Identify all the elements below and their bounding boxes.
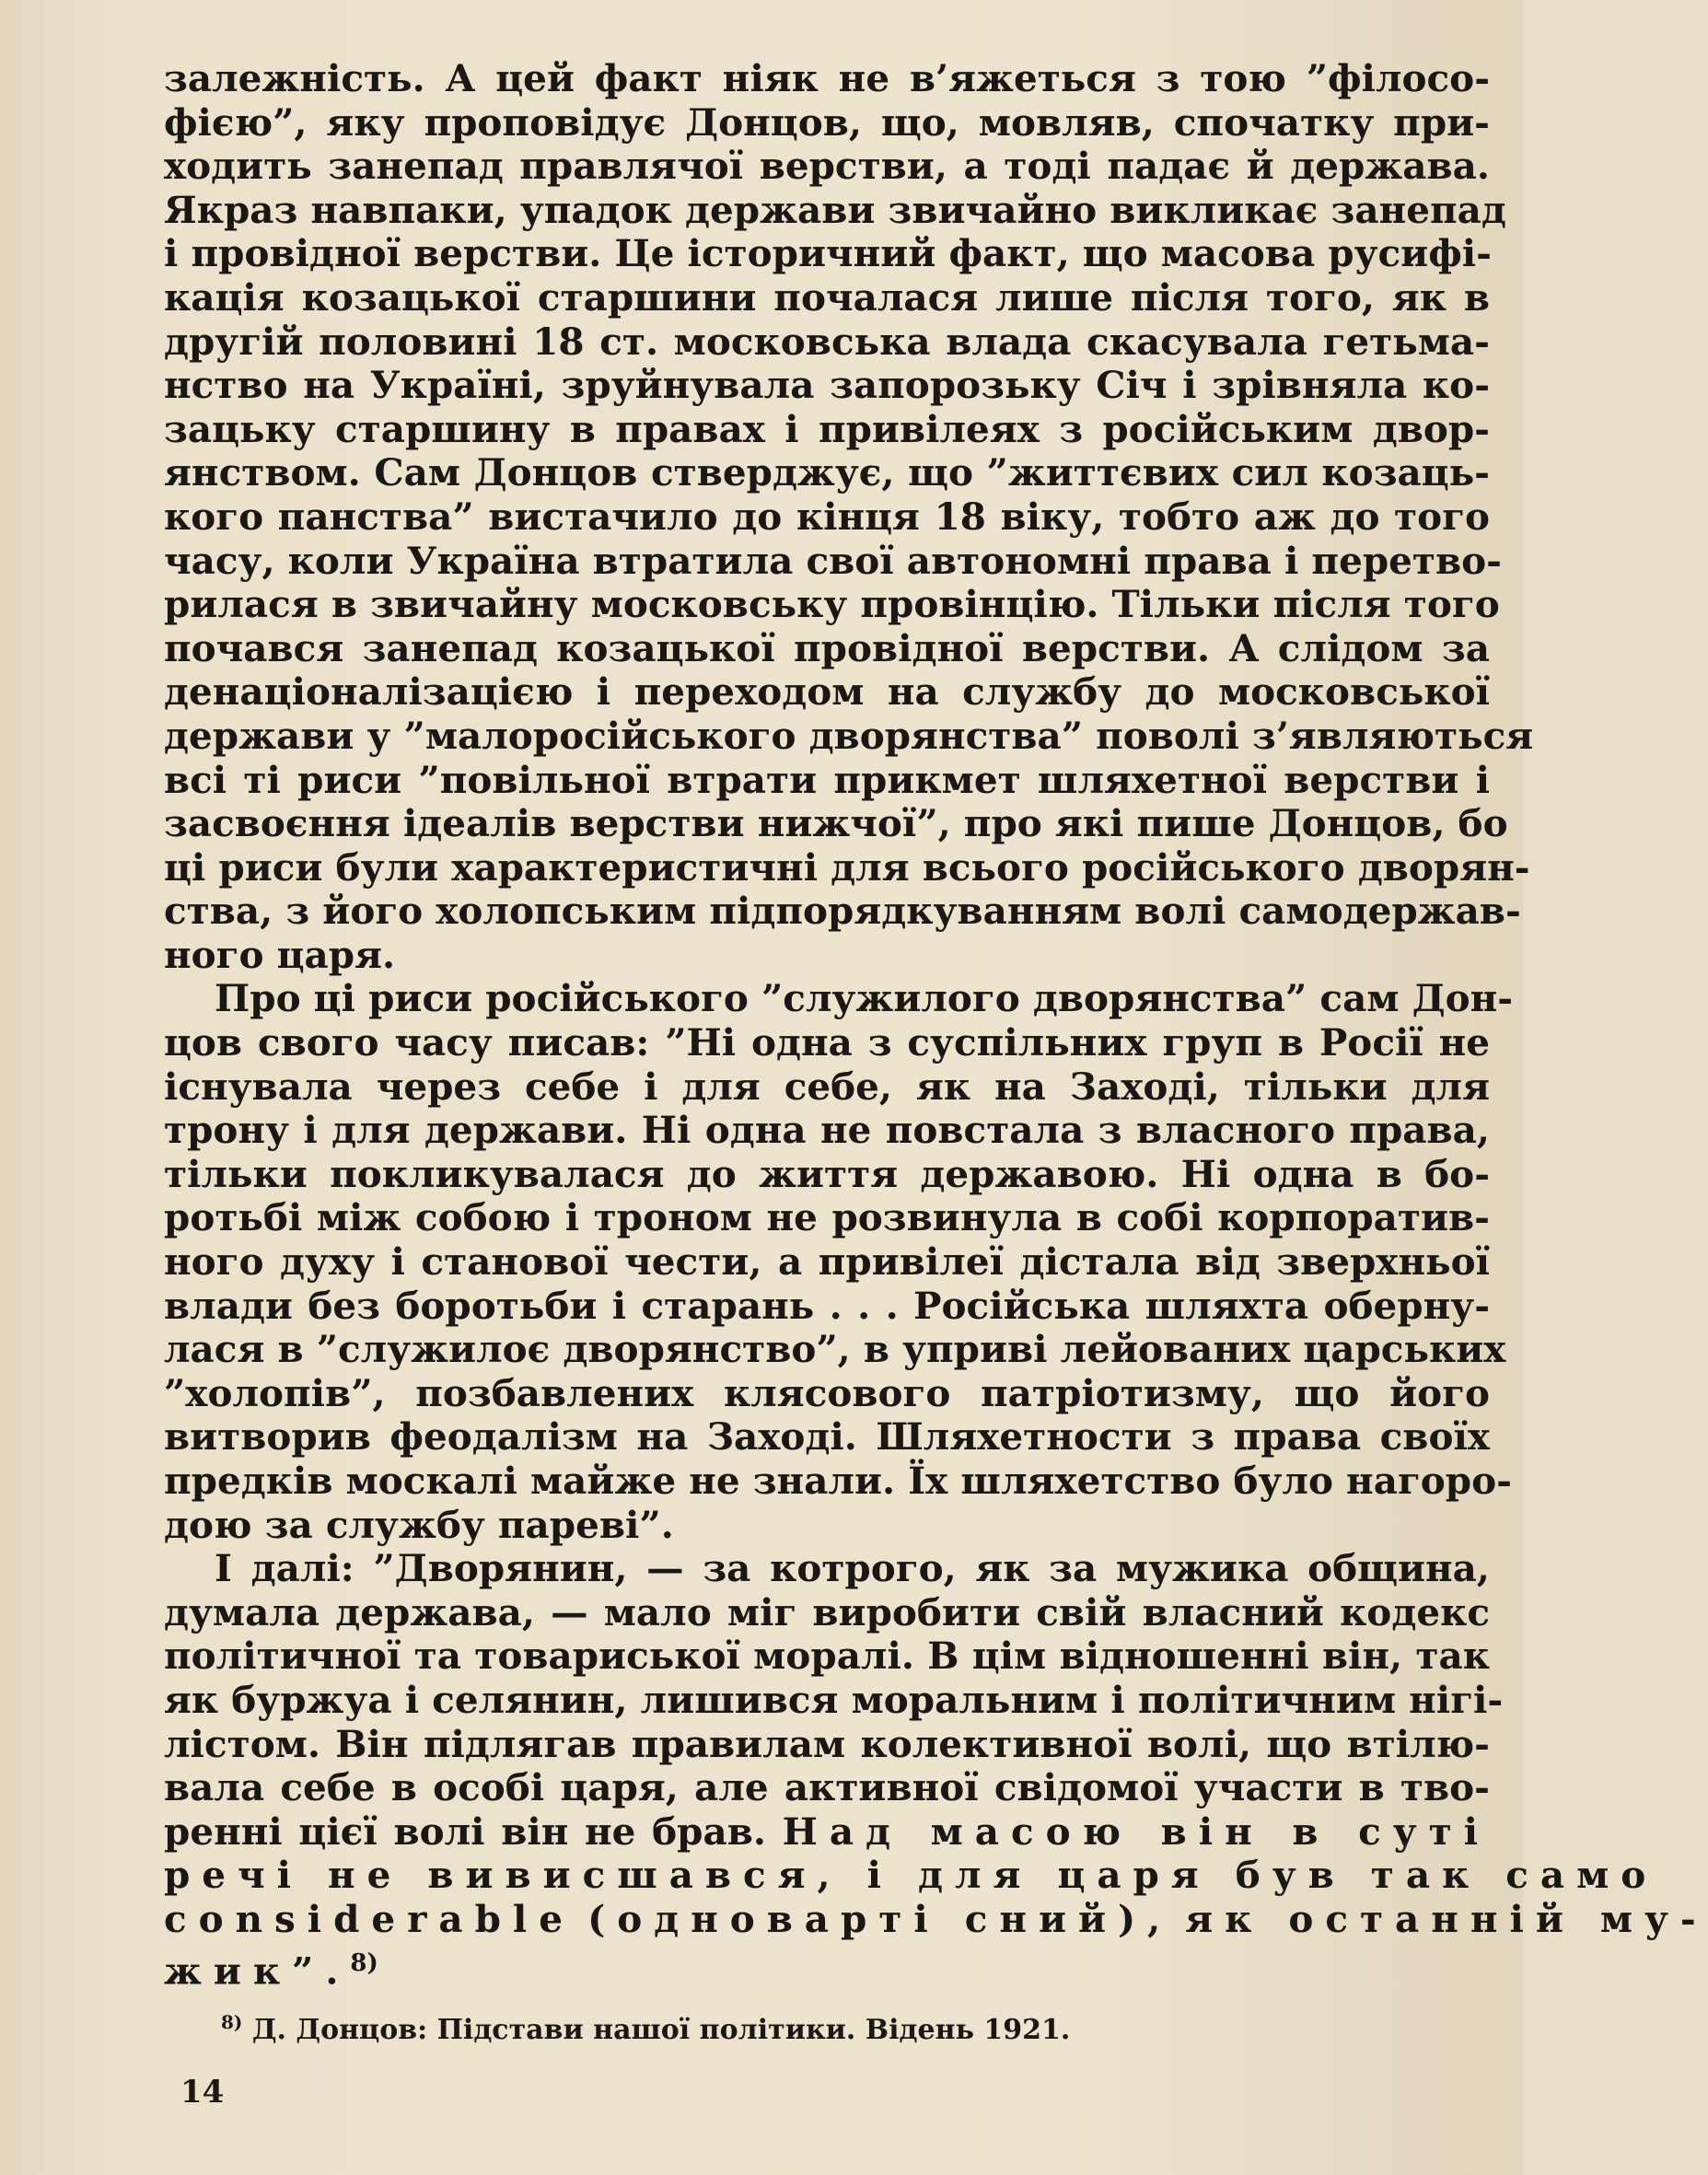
emphasis-text: як останній му- (1185, 1896, 1708, 1941)
text-line: трону і для держави. Ні одна не повстала з власного права, (164, 1108, 1490, 1153)
text-line (164, 1942, 1490, 1994)
text-line: засвоєння ідеалів верстви нижчої”, про які пише Донцов, бо (164, 801, 1508, 846)
text-line: ходить занепад правлячої верстви, а тоді падає й держава. (164, 144, 1490, 189)
text-line: Про ці риси російського ”служилого дворянства” сам Дон- (215, 976, 1514, 1021)
text-line: кація козацької старшини почалася лише після того, як в (164, 274, 1490, 320)
text-line: нство на Україні, зруйнувала запорозьку Січ і зрівняла ко- (164, 363, 1490, 408)
text-line: ”холопів”, позбавлених клясового патріотизму, що його (164, 1370, 1490, 1415)
text-line: залежність. А цей факт ніяк не в’яжеться з тою ”філосо- (164, 56, 1490, 100)
text-line: думала держава, — мало міг виробити свій власний кодекс (164, 1589, 1490, 1634)
emphasis-text: Над масою він в суті (782, 1809, 1490, 1854)
text-line: витворив феодалізм на Заході. Шляхетности з права своїх (164, 1414, 1490, 1460)
text-line: всі ті риси ”повільної втрати прикмет шляхетної верстви і (164, 757, 1490, 802)
text-line: цов свого часу писав: ”Ні одна з суспільних груп в Росії не (164, 1020, 1490, 1065)
text-line: денаціоналізацією і переходом на службу до московської (164, 669, 1490, 715)
text-line: янством. Сам Донцов стверджує, що ”життєвих сил козаць- (164, 450, 1490, 495)
text-line: часу, коли Україна втратила свої автономні права і перетво- (164, 538, 1502, 583)
page-number: 14 (180, 2074, 225, 2111)
text-line: як буржуа і селянин, лишився моральним і політичним нігі- (164, 1677, 1504, 1722)
text-line: рилася в звичайну московську провінцію. Тільки після того (164, 582, 1500, 627)
text-line: другій половині 18 ст. московська влада скасувала гетьма- (164, 319, 1490, 364)
text-line: дою за службу пареві”. (164, 1502, 674, 1547)
text-line: влади без боротьби і старань . . . Російська шляхта оберну- (164, 1283, 1490, 1328)
text-line: тільки покликувалася до життя державою. Ні одна в бо- (164, 1151, 1490, 1196)
text-line: зацьку старшину в правах і привілеях з російським двор- (164, 406, 1490, 451)
text-run: ренні цієї волі він не брав. (164, 1809, 766, 1854)
footnote-text: Д. Донцов: Підстави нашої політики. Відень 1921. (251, 2014, 1071, 2046)
text-line: вала себе в особі царя, але активної свідомої участи в тво- (164, 1765, 1490, 1810)
text-line: Якраз навпаки, упадок держави звичайно викликає занепад (164, 187, 1506, 232)
body-text (164, 56, 1708, 1994)
text-line: існувала через себе і для себе, як на Заході, тільки для (164, 1064, 1490, 1109)
emphasis-text: (одноварті сний), (587, 1896, 1173, 1941)
text-line: лася в ”служилоє дворянство”, в уприві лейованих царських (164, 1327, 1506, 1372)
text-line: ства, з його холопським підпорядкуванням волі самодержав- (164, 889, 1521, 934)
text-line: ного духу і станової чести, а привілеї дістала від зверхньої (164, 1239, 1490, 1285)
text-line (164, 1810, 1490, 1855)
text-line: ного царя. (164, 932, 396, 977)
footnote-marker: 8) (221, 2011, 243, 2033)
text-line: ротьбі між собою і троном не розвинула в собі корпоратив- (164, 1195, 1490, 1240)
text-line: почався занепад козацької провідної верстви. А слідом за (164, 625, 1490, 670)
text-line: держави у ”малоросійського дворянства” поволі з’являються (164, 713, 1534, 758)
text-line: лістом. Він підлягав правилам колективної волі, що втілю- (164, 1721, 1490, 1766)
text-line: і провідної верстви. Це історичний факт, що масова русифі- (164, 231, 1492, 276)
footnote (221, 2011, 1418, 2046)
emphasis-line: речі не вивисшався, і для царя був так само (164, 1853, 1658, 1898)
text-line: політичної та товариської моралі. В цім відношенні він, так (164, 1634, 1490, 1679)
text-line: ці риси були характеристичні для всього російського дворян- (164, 844, 1530, 890)
text-line: кого панства” вистачило до кінця 18 віку, тобто аж до того (164, 494, 1490, 539)
emphasis-text: жик”. (164, 1948, 351, 1994)
footnote-reference: 8) (350, 1948, 378, 1977)
emphasis-text: considerable (164, 1896, 575, 1941)
emphasis-line (164, 1896, 1708, 1942)
text-line: фією”, яку проповідує Донцов, що, мовляв, спочатку при- (164, 99, 1490, 145)
text-line: предків москалі майже не знали. Їх шляхетство було нагоро- (164, 1459, 1512, 1503)
text-line: І далі: ”Дворянин, — за котрого, як за мужика община, (215, 1546, 1490, 1591)
